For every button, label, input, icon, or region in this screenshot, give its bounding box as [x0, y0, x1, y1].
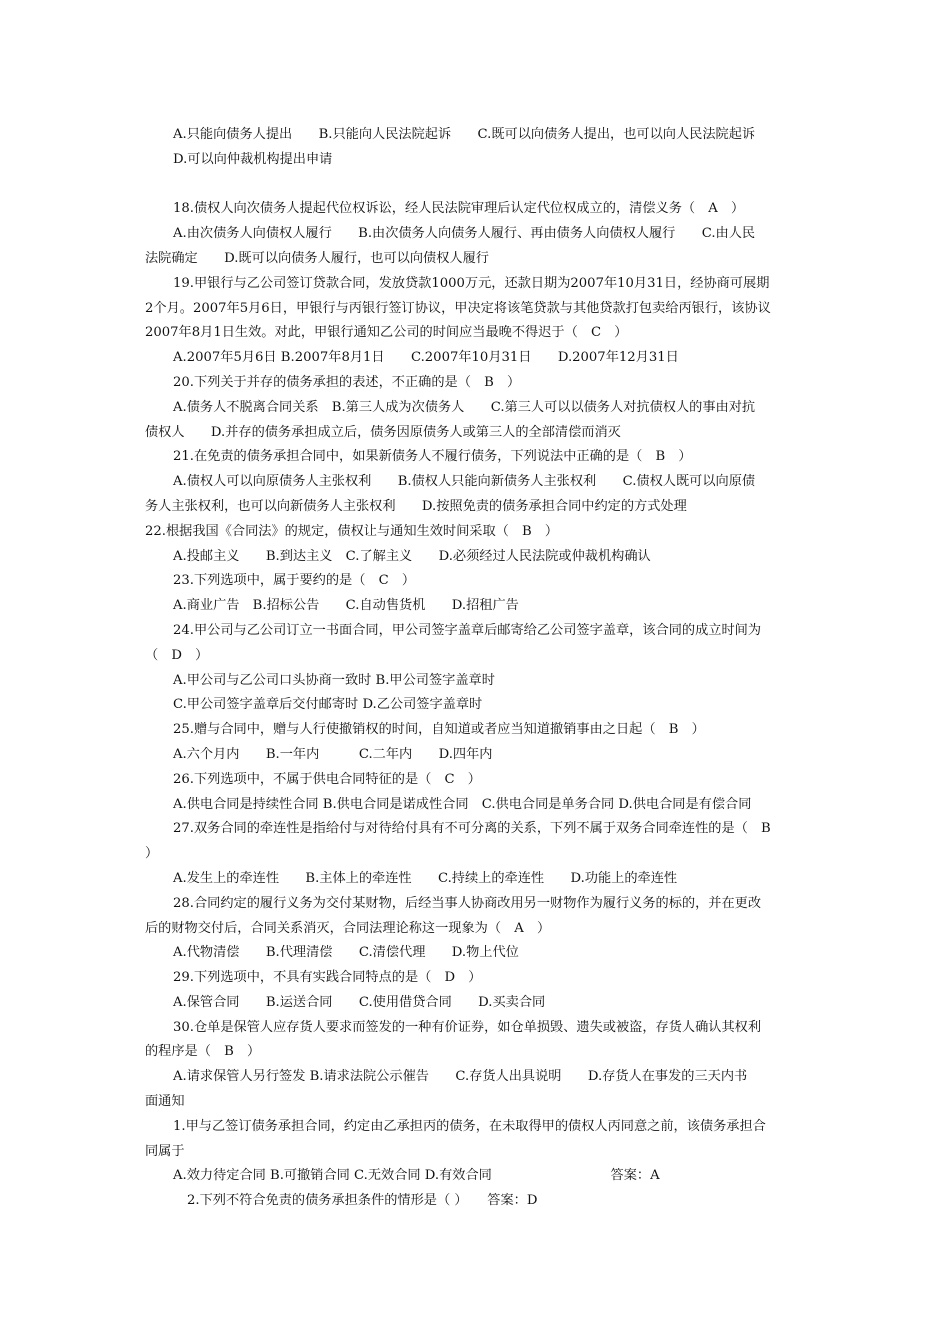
question-28: 28.合同约定的履行义务为交付某财物，后经当事人协商改用另一财物作为履行义务的标的，并在更改	[173, 895, 762, 911]
text-line: 同属于	[145, 1143, 185, 1159]
text-line: A.债务人不脱离合同关系 B.第三人成为次债务人 C.第三人可以以债务人对抗债权人的事由对抗	[173, 399, 756, 415]
text-line: A.只能向债务人提出 B.只能向人民法院起诉 C.既可以向债务人提出，也可以向人民法院起诉	[173, 127, 756, 142]
question-24: 24.甲公司与乙公司订立一书面合同，甲公司签字盖章后邮寄给乙公司签字盖章，该合同的成立时间为	[173, 622, 762, 638]
text-line: 面通知	[145, 1094, 185, 1110]
text-line: （ D ）	[145, 647, 209, 663]
question-30: 30.仓单是保管人应存货人要求而签发的一种有价证券，如仓单损毁、遗失或被盗，存货人确认其权利	[173, 1019, 762, 1035]
question-19: 19.甲银行与乙公司签订贷款合同，发放贷款1000万元，还款日期为2007年10月31日，经协商可展期	[173, 275, 770, 291]
text-line: A.供电合同是持续性合同 B.供电合同是诺成性合同 C.供电合同是单务合同 D.供电合同是有偿合同	[173, 796, 752, 812]
text-line: 2个月。2007年5月6日，甲银行与丙银行签订协议，甲决定将该笔贷款与其他贷款打包卖给丙银行，该协议	[145, 300, 771, 316]
text-line: A.六个月内 B.一年内 C.二年内 D.四年内	[173, 746, 493, 762]
text-line: A.效力待定合同 B.可撤销合同 C.无效合同 D.有效合同 答案：A	[173, 1168, 660, 1184]
text-line: A.由次债务人向债权人履行 B.由次债务人向债务人履行、再由债务人向债权人履行 C.由人民	[173, 226, 756, 242]
text-line: 2007年8月1日生效。对此，甲银行通知乙公司的时间应当最晚不得迟于（ C ）	[145, 325, 628, 341]
text-line: A.2007年5月6日 B.2007年8月1日 C.2007年10月31日 D.2007年12月31日	[173, 350, 679, 366]
question-27: 27.双务合同的牵连性是指给付与对待给付具有不可分离的关系，下列不属于双务合同牵连性的是（ B	[173, 821, 771, 837]
text-line: A.甲公司与乙公司口头协商一致时 B.甲公司签字盖章时	[173, 672, 495, 688]
blank-line	[145, 173, 810, 198]
text-line: D.可以向仲裁机构提出申请	[173, 151, 333, 167]
question-23: 23.下列选项中，属于要约的是（ C ）	[173, 573, 416, 589]
text-line: A.代物清偿 B.代理清偿 C.清偿代理 D.物上代位	[173, 945, 519, 961]
question-22: 22.根据我国《合同法》的规定，债权让与通知生效时间采取（ B ）	[145, 523, 559, 539]
text-line: A.请求保管人另行签发 B.请求法院公示催告 C.存货人出具说明 D.存货人在事发的三天内书	[173, 1069, 748, 1085]
text-line: A.保管合同 B.运送合同 C.使用借贷合同 D.买卖合同	[173, 994, 546, 1010]
question-1: 1.甲与乙签订债务承担合同，约定由乙承担丙的债务，在未取得甲的债权人丙同意之前，该债务承担合	[173, 1118, 766, 1134]
text-line: A.发生上的牵连性 B.主体上的牵连性 C.持续上的牵连性 D.功能上的牵连性	[173, 870, 678, 886]
text-line: 的程序是（ B ）	[145, 1044, 261, 1060]
question-18: 18.债权人向次债务人提起代位权诉讼，经人民法院审理后认定代位权成立的，清偿义务（ A ）	[173, 201, 745, 217]
text-line: A.投邮主义 B.到达主义 C.了解主义 D.必须经过人民法院或仲裁机构确认	[173, 548, 651, 564]
question-25: 25.赠与合同中，赠与人行使撤销权的时间，自知道或者应当知道撤销事由之日起（ B ）	[173, 722, 705, 738]
text-line: C.甲公司签字盖章后交付邮寄时 D.乙公司签字盖章时	[173, 697, 483, 713]
text-line: 后的财物交付后，合同关系消灭，合同法理论称这一现象为（ A ）	[145, 920, 551, 936]
text-line: 务人主张权利，也可以向新债务人主张权利 D.按照免责的债务承担合同中约定的方式处理	[145, 498, 687, 514]
question-20: 20.下列关于并存的债务承担的表述，不正确的是（ B ）	[173, 374, 521, 390]
text-line: ）	[145, 846, 159, 862]
question-26: 26.下列选项中，不属于供电合同特征的是（ C ）	[173, 771, 481, 787]
question-29: 29.下列选项中，不具有实践合同特点的是（ D ）	[173, 970, 482, 986]
question-21: 21.在免责的债务承担合同中，如果新债务人不履行债务，下列说法中正确的是（ B ）	[173, 449, 692, 465]
question-text-block	[145, 123, 810, 1214]
text-line: 债权人 D.并存的债务承担成立后，债务因原债务人或第三人的全部清偿而消灭	[145, 424, 621, 440]
text-line: 法院确定 D.既可以向债务人履行，也可以向债权人履行	[145, 250, 489, 266]
question-2: 2.下列不符合免责的债务承担条件的情形是（ ） 答案：D	[187, 1193, 538, 1209]
text-line: A.商业广告 B.招标公告 C.自动售货机 D.招租广告	[173, 598, 519, 614]
text-line: A.债权人可以向原债务人主张权利 B.债权人只能向新债务人主张权利 C.债权人既可以向原债	[173, 474, 756, 490]
